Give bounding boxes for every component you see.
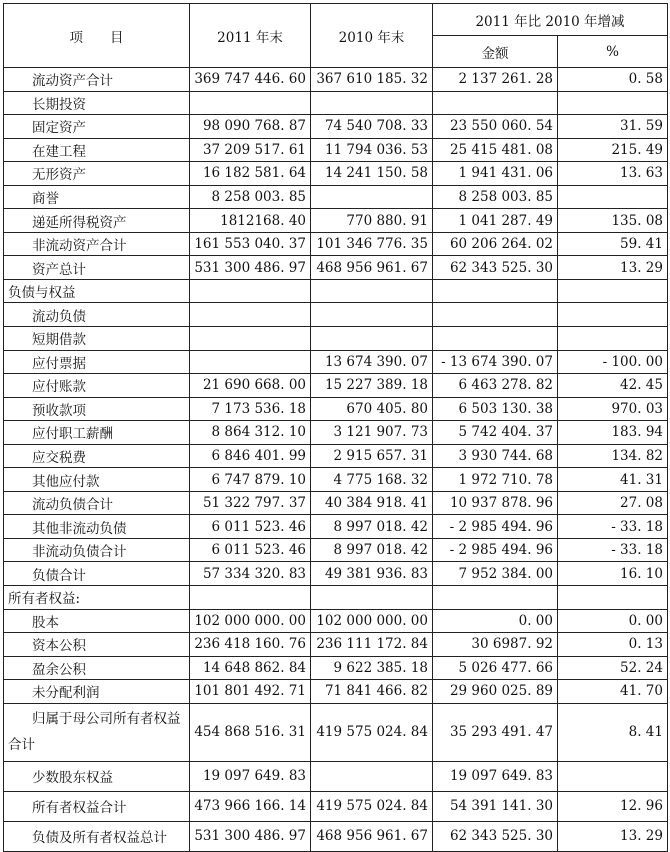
- cell-change-amount: - 2 985 494. 96: [433, 538, 558, 562]
- row-item-label: 负债合计: [4, 562, 190, 586]
- cell-2010: 14 241 150. 58: [311, 162, 433, 186]
- cell-2010: 8 997 018. 42: [311, 538, 433, 562]
- row-item-label: 应付票据: [4, 350, 190, 374]
- cell-change-pct: 13. 29: [558, 821, 668, 851]
- cell-change-amount: 62 343 525. 30: [433, 821, 558, 851]
- cell-2011: 14 648 862. 84: [190, 656, 311, 680]
- cell-change-amount: 1 941 431. 06: [433, 162, 558, 186]
- cell-2011: 6 011 523. 46: [190, 515, 311, 539]
- cell-change-pct: 52. 24: [558, 656, 668, 680]
- row-item-label: 流动负债合计: [4, 491, 190, 515]
- cell-2011: 6 011 523. 46: [190, 538, 311, 562]
- table-row: [4, 209, 668, 233]
- cell-change-pct: 13. 29: [558, 256, 668, 280]
- table-row: [4, 761, 668, 791]
- header-2010: 2010 年末: [311, 4, 433, 68]
- cell-change-pct: [558, 303, 668, 327]
- table-row: [4, 327, 668, 351]
- cell-change-pct: 27. 08: [558, 491, 668, 515]
- cell-change-amount: 1 972 710. 78: [433, 468, 558, 492]
- table-row: [4, 421, 668, 445]
- cell-change-pct: 0. 13: [558, 633, 668, 657]
- table-row: [4, 633, 668, 657]
- cell-change-amount: 19 097 649. 83: [433, 761, 558, 791]
- table-row: [4, 303, 668, 327]
- header-compare: 2011 年比 2010 年增减: [433, 4, 668, 36]
- table-row: [4, 185, 668, 209]
- cell-2011: 21 690 668. 00: [190, 374, 311, 398]
- row-item-label: 所有者权益:: [4, 586, 190, 610]
- cell-2011: 37 209 517. 61: [190, 138, 311, 162]
- cell-2011: [190, 91, 311, 115]
- cell-change-pct: 8. 41: [558, 703, 668, 761]
- cell-2011: 102 000 000. 00: [190, 609, 311, 633]
- cell-change-pct: [558, 279, 668, 303]
- cell-2011: 51 322 797. 37: [190, 491, 311, 515]
- cell-2011: [190, 303, 311, 327]
- cell-change-pct: 183. 94: [558, 421, 668, 445]
- cell-change-amount: 54 391 141. 30: [433, 791, 558, 821]
- cell-2011: 369 747 446. 60: [190, 68, 311, 92]
- cell-2010: [311, 303, 433, 327]
- cell-change-amount: 35 293 491. 47: [433, 703, 558, 761]
- table-row: [4, 703, 668, 761]
- cell-change-pct: [558, 761, 668, 791]
- cell-2011: [190, 586, 311, 610]
- cell-2010: 4 775 168. 32: [311, 468, 433, 492]
- cell-change-amount: [433, 91, 558, 115]
- cell-change-amount: 1 041 287. 49: [433, 209, 558, 233]
- table-row: [4, 791, 668, 821]
- cell-2010: 102 000 000. 00: [311, 609, 433, 633]
- row-item-label: 长期投资: [4, 91, 190, 115]
- table-row: [4, 680, 668, 704]
- row-item-label: 应付职工薪酬: [4, 421, 190, 445]
- cell-change-pct: - 33. 18: [558, 515, 668, 539]
- table-row: [4, 115, 668, 139]
- table-row: [4, 491, 668, 515]
- row-item-label: 股本: [4, 609, 190, 633]
- table-row: [4, 397, 668, 421]
- cell-change-pct: 0. 00: [558, 609, 668, 633]
- row-item-label: 递延所得税资产: [4, 209, 190, 233]
- cell-change-pct: 12. 96: [558, 791, 668, 821]
- cell-change-amount: 30 6987. 92: [433, 633, 558, 657]
- row-item-label: 商誉: [4, 185, 190, 209]
- table-body: [4, 68, 668, 852]
- cell-change-pct: [558, 185, 668, 209]
- table-row: [4, 138, 668, 162]
- cell-2010: 468 956 961. 67: [311, 821, 433, 851]
- cell-change-pct: 59. 41: [558, 232, 668, 256]
- cell-change-amount: 23 550 060. 54: [433, 115, 558, 139]
- cell-2010: 236 111 172. 84: [311, 633, 433, 657]
- header-item: 项 目: [4, 4, 190, 68]
- table-row: [4, 91, 668, 115]
- row-item-label: 资产总计: [4, 256, 190, 280]
- table-row: [4, 162, 668, 186]
- cell-change-amount: 3 930 744. 68: [433, 444, 558, 468]
- cell-2010: 71 841 466. 82: [311, 680, 433, 704]
- cell-2011: 8 864 312. 10: [190, 421, 311, 445]
- cell-2011: 531 300 486. 97: [190, 821, 311, 851]
- balance-sheet-table: [3, 3, 668, 852]
- cell-change-pct: 0. 58: [558, 68, 668, 92]
- cell-2011: [190, 279, 311, 303]
- table-row: [4, 562, 668, 586]
- table-row: [4, 468, 668, 492]
- table-row: [4, 350, 668, 374]
- table-row: [4, 515, 668, 539]
- row-item-label: 所有者权益合计: [4, 791, 190, 821]
- row-item-label: 固定资产: [4, 115, 190, 139]
- cell-2011: 6 846 401. 99: [190, 444, 311, 468]
- cell-2011: 19 097 649. 83: [190, 761, 311, 791]
- table-row: [4, 656, 668, 680]
- cell-2011: 473 966 166. 14: [190, 791, 311, 821]
- cell-change-amount: [433, 327, 558, 351]
- cell-2010: 13 674 390. 07: [311, 350, 433, 374]
- cell-change-pct: 31. 59: [558, 115, 668, 139]
- cell-change-amount: 6 503 130. 38: [433, 397, 558, 421]
- cell-2010: 2 915 657. 31: [311, 444, 433, 468]
- header-amount: 金额: [433, 36, 558, 68]
- cell-2010: 11 794 036. 53: [311, 138, 433, 162]
- cell-change-pct: [558, 586, 668, 610]
- header-2011: 2011 年末: [190, 4, 311, 68]
- cell-change-amount: 5 742 404. 37: [433, 421, 558, 445]
- row-item-label: 流动负债: [4, 303, 190, 327]
- cell-change-pct: [558, 327, 668, 351]
- cell-change-pct: - 100. 00: [558, 350, 668, 374]
- cell-2010: [311, 761, 433, 791]
- row-item-label: 无形资产: [4, 162, 190, 186]
- cell-2011: 16 182 581. 64: [190, 162, 311, 186]
- row-item-label: 少数股东权益: [4, 761, 190, 791]
- cell-change-pct: [558, 91, 668, 115]
- row-item-label: 负债与权益: [4, 279, 190, 303]
- cell-change-amount: [433, 586, 558, 610]
- cell-2011: 531 300 486. 97: [190, 256, 311, 280]
- table-row: [4, 609, 668, 633]
- table-row: [4, 232, 668, 256]
- cell-2010: [311, 185, 433, 209]
- row-item-label: 应交税费: [4, 444, 190, 468]
- cell-2010: [311, 279, 433, 303]
- cell-2010: 367 610 185. 32: [311, 68, 433, 92]
- cell-2010: 468 956 961. 67: [311, 256, 433, 280]
- cell-change-pct: - 33. 18: [558, 538, 668, 562]
- cell-change-amount: 8 258 003. 85: [433, 185, 558, 209]
- row-item-label: 非流动负债合计: [4, 538, 190, 562]
- cell-2011: 161 553 040. 37: [190, 232, 311, 256]
- cell-2011: 1812168. 40: [190, 209, 311, 233]
- cell-change-amount: - 2 985 494. 96: [433, 515, 558, 539]
- cell-2010: [311, 586, 433, 610]
- cell-change-pct: 134. 82: [558, 444, 668, 468]
- header-pct: %: [558, 36, 668, 68]
- cell-change-pct: 41. 31: [558, 468, 668, 492]
- table-row: [4, 256, 668, 280]
- cell-2010: [311, 327, 433, 351]
- cell-change-amount: 62 343 525. 30: [433, 256, 558, 280]
- cell-2011: [190, 350, 311, 374]
- cell-change-pct: 13. 63: [558, 162, 668, 186]
- cell-change-amount: 6 463 278. 82: [433, 374, 558, 398]
- cell-change-pct: 42. 45: [558, 374, 668, 398]
- cell-change-amount: 5 026 477. 66: [433, 656, 558, 680]
- cell-2010: 419 575 024. 84: [311, 791, 433, 821]
- row-item-label: 盈余公积: [4, 656, 190, 680]
- cell-2010: 9 622 385. 18: [311, 656, 433, 680]
- cell-change-amount: 0. 00: [433, 609, 558, 633]
- cell-2011: 101 801 492. 71: [190, 680, 311, 704]
- cell-change-pct: 16. 10: [558, 562, 668, 586]
- row-item-label: 未分配利润: [4, 680, 190, 704]
- row-item-label: 归属于母公司所有者权益合计: [4, 703, 190, 761]
- table-row: [4, 444, 668, 468]
- row-item-label: 其他非流动负债: [4, 515, 190, 539]
- row-item-label: 非流动资产合计: [4, 232, 190, 256]
- cell-2010: 8 997 018. 42: [311, 515, 433, 539]
- cell-2010: 15 227 389. 18: [311, 374, 433, 398]
- row-item-label: 其他应付款: [4, 468, 190, 492]
- row-item-label: 预收款项: [4, 397, 190, 421]
- row-item-label: 短期借款: [4, 327, 190, 351]
- cell-change-pct: 215. 49: [558, 138, 668, 162]
- cell-change-amount: 10 937 878. 96: [433, 491, 558, 515]
- cell-2011: 6 747 879. 10: [190, 468, 311, 492]
- cell-2011: 57 334 320. 83: [190, 562, 311, 586]
- row-item-label: 应付账款: [4, 374, 190, 398]
- cell-2010: 770 880. 91: [311, 209, 433, 233]
- cell-change-amount: 2 137 261. 28: [433, 68, 558, 92]
- cell-2011: 236 418 160. 76: [190, 633, 311, 657]
- row-item-label: 在建工程: [4, 138, 190, 162]
- cell-2010: 3 121 907. 73: [311, 421, 433, 445]
- table-row: [4, 374, 668, 398]
- cell-2010: 419 575 024. 84: [311, 703, 433, 761]
- cell-2011: 8 258 003. 85: [190, 185, 311, 209]
- cell-2010: 670 405. 80: [311, 397, 433, 421]
- table-row: [4, 279, 668, 303]
- cell-2010: 40 384 918. 41: [311, 491, 433, 515]
- cell-change-amount: [433, 303, 558, 327]
- cell-change-pct: 970. 03: [558, 397, 668, 421]
- table-row: [4, 821, 668, 851]
- table-row: [4, 68, 668, 92]
- cell-2010: 74 540 708. 33: [311, 115, 433, 139]
- cell-change-amount: 7 952 384. 00: [433, 562, 558, 586]
- cell-change-amount: - 13 674 390. 07: [433, 350, 558, 374]
- table-row: [4, 586, 668, 610]
- row-item-label: 流动资产合计: [4, 68, 190, 92]
- row-item-label: 负债及所有者权益总计: [4, 821, 190, 851]
- cell-2011: 454 868 516. 31: [190, 703, 311, 761]
- cell-2011: 7 173 536. 18: [190, 397, 311, 421]
- cell-2010: [311, 91, 433, 115]
- cell-2011: [190, 327, 311, 351]
- cell-2010: 101 346 776. 35: [311, 232, 433, 256]
- cell-change-pct: 41. 70: [558, 680, 668, 704]
- cell-change-amount: 60 206 264. 02: [433, 232, 558, 256]
- cell-change-amount: 25 415 481. 08: [433, 138, 558, 162]
- cell-change-amount: 29 960 025. 89: [433, 680, 558, 704]
- cell-2010: 49 381 936. 83: [311, 562, 433, 586]
- cell-2011: 98 090 768. 87: [190, 115, 311, 139]
- row-item-label: 资本公积: [4, 633, 190, 657]
- cell-change-amount: [433, 279, 558, 303]
- cell-change-pct: 135. 08: [558, 209, 668, 233]
- table-row: [4, 538, 668, 562]
